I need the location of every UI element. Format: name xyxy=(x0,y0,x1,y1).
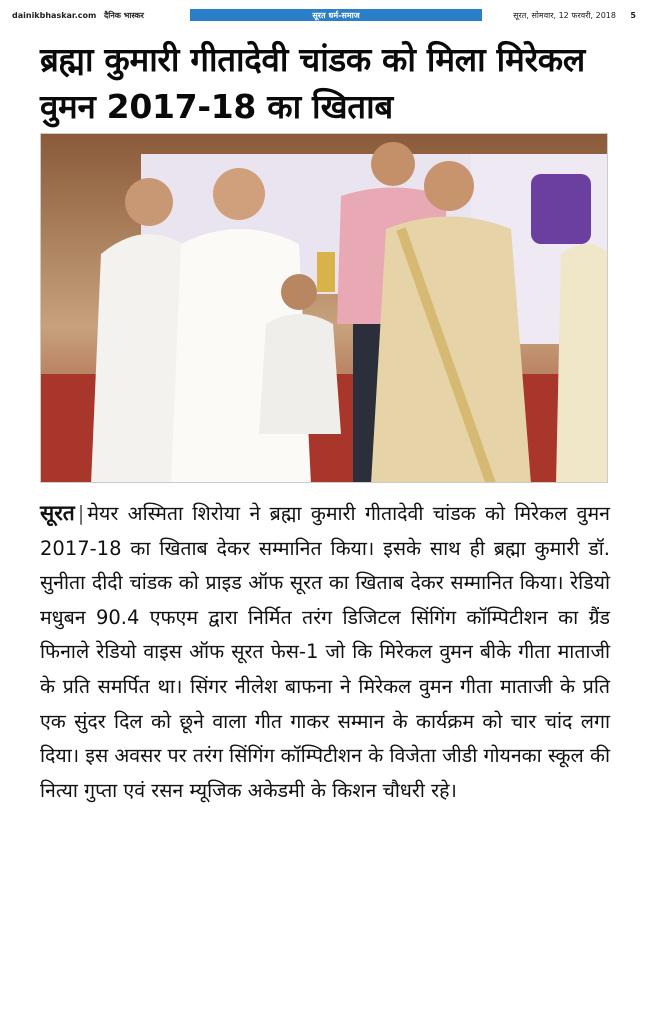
issue-date: सूरत, सोमवार, 12 फरवरी, 2018 xyxy=(513,10,616,20)
section-title: सूरत धर्म-समाज xyxy=(312,10,360,20)
dateline-separator: | xyxy=(77,502,85,525)
site-url[interactable]: dainikbhaskar.com xyxy=(12,10,97,20)
newspaper-logo: दैनिक भास्कर xyxy=(104,10,144,20)
article-photo xyxy=(40,133,608,483)
masthead xyxy=(12,8,636,22)
article-body xyxy=(40,496,610,808)
page-number: 5 xyxy=(630,10,636,20)
article-headline: ब्रह्मा कुमारी गीतादेवी चांडक को मिला मिरेकल वुमन 2017-18 का खिताब xyxy=(40,40,585,126)
article-body-text: मेयर अस्मिता शिरोया ने ब्रह्मा कुमारी गीतादेवी चांडक को मिरेकल वुमन 2017-18 का खिताब देकर सम्मानित किया। इसके साथ ही ब्रह्मा कुमारी डॉ. सुनीता दीदी चांडक को प्राइड ऑफ सूरत का खिताब देकर सम्मानित किया। रेडियो मधुबन 90.4 एफएम द्वारा निर्मित तरंग डिजिटल सिंगिंग कॉम्पिटीशन का ग्रैंड फिनाले रेडियो वाइस ऑफ सूरत फेस-1 जो कि मिरेकल वुमन बीके गीता माताजी के प्रति समर्पित था। सिंगर नीलेश बाफना ने मिरेकल वुमन गीता माताजी के प्रति एक सुंदर दिल को छूने वाला गीत गाकर सम्मान के कार्यक्रम को चार चांद लगा दिया। इस अवसर पर तरंग सिंगिंग कॉम्पिटीशन के विजेता जीडी गोयनका स्कूल की नित्या गुप्ता एवं रसन म्यूजिक अकेडमी के किशन चौधरी रहे। xyxy=(40,502,611,802)
section-band xyxy=(190,9,482,21)
dateline: सूरत xyxy=(40,501,75,525)
